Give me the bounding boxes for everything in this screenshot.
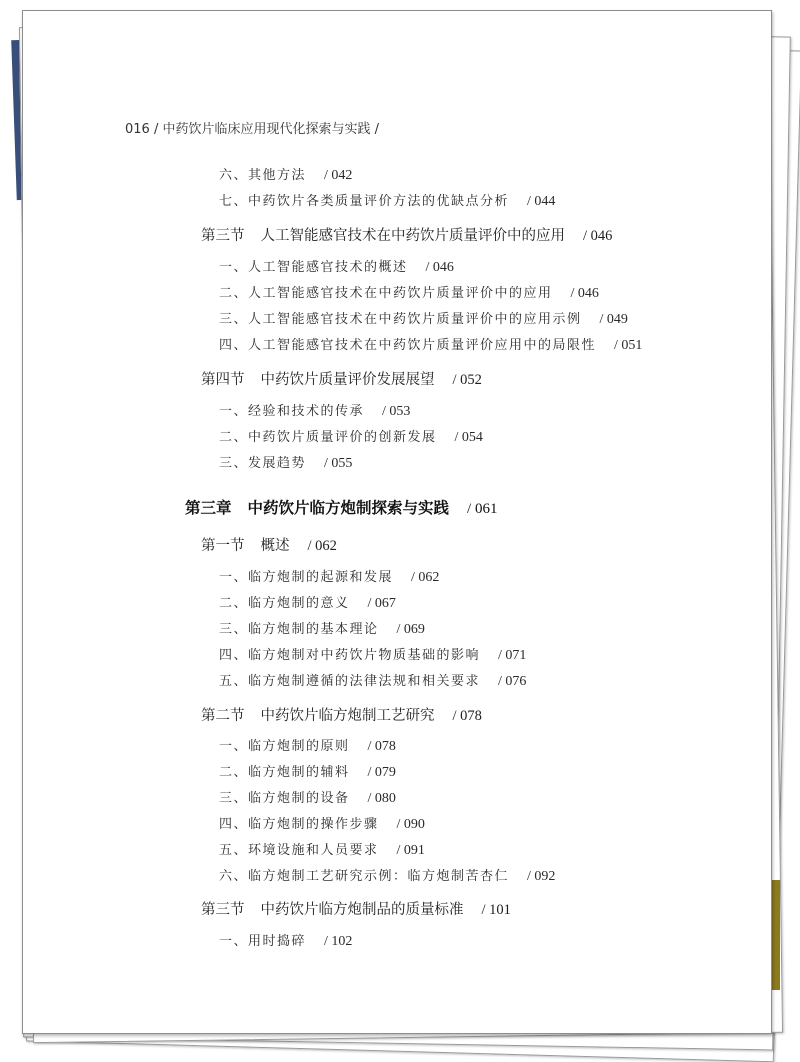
section-title: 概述 bbox=[260, 538, 290, 554]
entry-title: 五、环境设施和人员要求 bbox=[219, 843, 379, 858]
toc-entry[interactable] bbox=[219, 190, 555, 210]
section-page: / 062 bbox=[307, 538, 337, 554]
entry-title: 三、人工智能感官技术在中药饮片质量评价中的应用示例 bbox=[219, 312, 582, 327]
entry-page: / 046 bbox=[425, 260, 454, 275]
toc-section[interactable] bbox=[201, 224, 612, 245]
entry-page: / 051 bbox=[614, 338, 643, 353]
entry-page: / 090 bbox=[396, 817, 425, 832]
toc-section[interactable] bbox=[201, 368, 482, 389]
toc-entry[interactable] bbox=[219, 308, 628, 328]
entry-title: 五、临方炮制遵循的法律法规和相关要求 bbox=[219, 674, 481, 689]
entry-title: 六、临方炮制工艺研究示例：临方炮制苦杏仁 bbox=[219, 869, 510, 884]
section-title: 中药饮片临方炮制品的质量标准 bbox=[260, 902, 464, 918]
toc-entry[interactable] bbox=[219, 865, 555, 885]
entry-title: 三、临方炮制的基本理论 bbox=[219, 622, 379, 637]
toc-entry[interactable] bbox=[219, 761, 396, 781]
section-number: 第四节 bbox=[201, 372, 245, 388]
entry-title: 一、经验和技术的传承 bbox=[219, 404, 365, 419]
entry-page: / 079 bbox=[367, 765, 396, 780]
toc-entry[interactable] bbox=[219, 787, 396, 807]
entry-page: / 071 bbox=[498, 648, 527, 663]
toc-section[interactable] bbox=[201, 534, 337, 555]
section-title: 中药饮片质量评价发展展望 bbox=[260, 372, 435, 388]
toc-entry[interactable] bbox=[219, 282, 599, 302]
section-number: 第三节 bbox=[201, 902, 245, 918]
running-head: 016 / 中药饮片临床应用现代化探索与实践 / bbox=[125, 122, 379, 137]
entry-page: / 042 bbox=[324, 168, 353, 183]
chapter-number: 第三章 bbox=[185, 498, 232, 517]
toc-section[interactable] bbox=[201, 704, 482, 725]
toc-section[interactable] bbox=[201, 898, 511, 919]
entry-page: / 102 bbox=[324, 934, 353, 949]
section-title: 中药饮片临方炮制工艺研究 bbox=[260, 708, 435, 724]
toc-entry[interactable] bbox=[219, 566, 439, 586]
entry-title: 四、临方炮制的操作步骤 bbox=[219, 817, 379, 832]
toc-entry[interactable] bbox=[219, 644, 526, 664]
toc-page bbox=[22, 10, 772, 1034]
entry-page: / 076 bbox=[498, 674, 527, 689]
entry-page: / 053 bbox=[382, 404, 411, 419]
entry-title: 三、临方炮制的设备 bbox=[219, 791, 350, 806]
entry-title: 一、临方炮制的原则 bbox=[219, 739, 350, 754]
entry-title: 七、中药饮片各类质量评价方法的优缺点分析 bbox=[219, 194, 510, 209]
entry-title: 二、临方炮制的辅料 bbox=[219, 765, 350, 780]
section-number: 第二节 bbox=[201, 708, 245, 724]
toc-entry[interactable] bbox=[219, 813, 425, 833]
toc-entry[interactable] bbox=[219, 930, 352, 950]
toc-entry[interactable] bbox=[219, 256, 454, 276]
entry-page: / 091 bbox=[396, 843, 425, 858]
entry-title: 一、人工智能感官技术的概述 bbox=[219, 260, 408, 275]
section-page: / 052 bbox=[452, 372, 482, 388]
toc-entry[interactable] bbox=[219, 735, 396, 755]
entry-title: 一、用时捣碎 bbox=[219, 934, 307, 949]
toc-entry[interactable] bbox=[219, 452, 352, 472]
entry-title: 二、人工智能感官技术在中药饮片质量评价中的应用 bbox=[219, 286, 553, 301]
section-page: / 101 bbox=[481, 902, 511, 918]
section-page: / 046 bbox=[583, 228, 613, 244]
entry-title: 六、其他方法 bbox=[219, 168, 307, 183]
entry-title: 二、临方炮制的意义 bbox=[219, 596, 350, 611]
chapter-title: 中药饮片临方炮制探索与实践 bbox=[247, 498, 450, 517]
entry-page: / 092 bbox=[527, 869, 556, 884]
entry-title: 三、发展趋势 bbox=[219, 456, 307, 471]
toc-entry[interactable] bbox=[219, 164, 352, 184]
toc-entry[interactable] bbox=[219, 618, 425, 638]
entry-page: / 069 bbox=[396, 622, 425, 637]
entry-page: / 054 bbox=[454, 430, 483, 445]
entry-page: / 067 bbox=[367, 596, 396, 611]
entry-page: / 049 bbox=[599, 312, 628, 327]
section-title: 人工智能感官技术在中药饮片质量评价中的应用 bbox=[260, 228, 565, 244]
entry-title: 一、临方炮制的起源和发展 bbox=[219, 570, 394, 585]
entry-page: / 062 bbox=[411, 570, 440, 585]
toc-entry[interactable] bbox=[219, 334, 642, 354]
toc-entry[interactable] bbox=[219, 400, 410, 420]
section-number: 第三节 bbox=[201, 228, 245, 244]
entry-page: / 080 bbox=[367, 791, 396, 806]
toc-entry[interactable] bbox=[219, 839, 425, 859]
section-page: / 078 bbox=[452, 708, 482, 724]
section-number: 第一节 bbox=[201, 538, 245, 554]
entry-title: 四、临方炮制对中药饮片物质基础的影响 bbox=[219, 648, 481, 663]
toc-entry[interactable] bbox=[219, 426, 483, 446]
entry-page: / 046 bbox=[570, 286, 599, 301]
entry-page: / 078 bbox=[367, 739, 396, 754]
toc-entry[interactable] bbox=[219, 592, 396, 612]
entry-page: / 044 bbox=[527, 194, 556, 209]
toc-chapter[interactable] bbox=[185, 496, 497, 518]
entry-title: 四、人工智能感官技术在中药饮片质量评价应用中的局限性 bbox=[219, 338, 597, 353]
toc-entry[interactable] bbox=[219, 670, 526, 690]
entry-title: 二、中药饮片质量评价的创新发展 bbox=[219, 430, 437, 445]
chapter-page: / 061 bbox=[467, 501, 498, 517]
entry-page: / 055 bbox=[324, 456, 353, 471]
